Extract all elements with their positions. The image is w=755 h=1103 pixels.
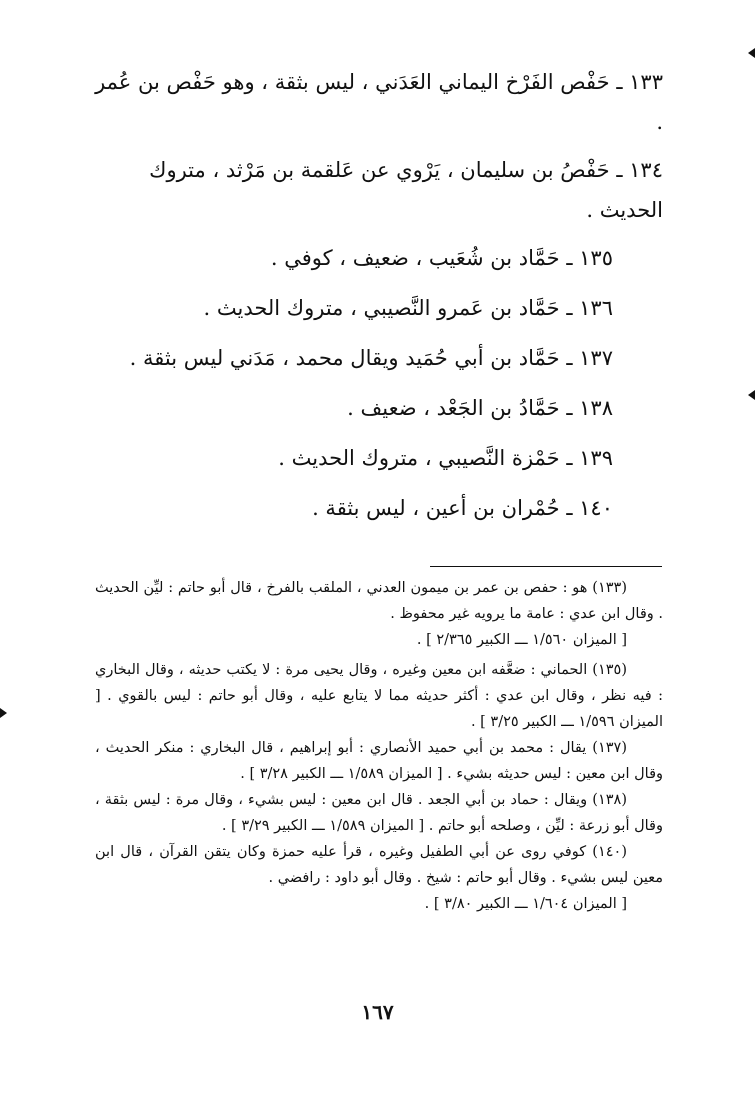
entry-137: ١٣٧ ـ حَمَّاد بن أبي حُمَيد ويقال محمد ، مَدَني ليس بثقة . (129, 346, 613, 370)
footnote-137: (١٣٧) يقال : محمد بن أبي حميد الأنصاري : أبو إبراهيم ، قال البخاري : منكر الحديث ، وقال ابن معين : ليس حديثه بشيء . [ الميزان ١/٥٨٩ ـــ الكبير ٣/٢٨ ] . (95, 740, 663, 782)
footnote-133-ref: [ الميزان ١/٥٦٠ ـــ الكبير ٢/٣٦٥ ] . (416, 632, 627, 648)
footnote-133: (١٣٣) هو : حفص بن عمر بن ميمون العدني ، الملقب بالفرخ ، قال أبو حاتم : ليِّن الحديث . وقال ابن عدي : عامة ما يرويه غير محفوظ . (95, 580, 663, 622)
footnote-138: (١٣٨) ويقال : حماد بن أبي الجعد . قال ابن معين : ليس بشيء ، وقال مرة : ليس بثقة ، وقال أبو زرعة : ليِّن ، وصلحه أبو حاتم . [ الميزان ١/٥٨٩ ـــ الكبير ٣/٢٩ ] . (95, 792, 663, 834)
entry-136: ١٣٦ ـ حَمَّاد بن عَمرو النَّصيبي ، متروك الحديث . (203, 296, 613, 320)
entry-138: ١٣٨ ـ حَمَّادُ بن الجَعْد ، ضعيف . (347, 396, 613, 420)
entry-135: ١٣٥ ـ حَمَّاد بن شُعَيب ، ضعيف ، كوفي . (270, 246, 613, 270)
entry-133: ١٣٣ ـ حَفْص الفَرْخ اليماني العَدَني ، ليس بثقة ، وهو حَفْص بن عُمر . (95, 70, 663, 134)
scan-edge-mark (748, 48, 755, 58)
entry-134: ١٣٤ ـ حَفْصُ بن سليمان ، يَرْوي عن عَلقمة بن مَرْثد ، متروك الحديث . (149, 158, 663, 222)
entry-140: ١٤٠ ـ حُمْران بن أعين ، ليس بثقة . (312, 496, 613, 520)
scan-edge-mark (0, 708, 7, 718)
footnote-140-ref: [ الميزان ١/٦٠٤ ـــ الكبير ٣/٨٠ ] . (424, 896, 627, 912)
footnotes (95, 575, 663, 921)
footnote-135: (١٣٥) الحماني : ضعَّفه ابن معين وغيره ، وقال يحيى مرة : لا يكتب حديثه ، وقال البخاري : فيه نظر ، وقال ابن عدي : أكثر حديثه مما لا يتابع عليه ، وقال أبو حاتم : ليس بالقوي . [ الميزان ١/٥٩٦ ـــ الكبير ٣/٢٥ ] . (95, 662, 663, 730)
entries-list (95, 62, 663, 538)
footnote-separator (430, 566, 662, 567)
scan-edge-mark (748, 390, 755, 400)
footnote-140: (١٤٠) كوفي روى عن أبي الطفيل وغيره ، قرأ عليه حمزة وكان يتقن القرآن ، قال ابن معين ليس بشيء . وقال أبو حاتم : شيخ . وقال أبو داود : رافضي . (95, 844, 663, 886)
page-number: ١٦٧ (361, 1000, 394, 1024)
entry-139: ١٣٩ ـ حَمْزة النَّصيبي ، متروك الحديث . (278, 446, 613, 470)
